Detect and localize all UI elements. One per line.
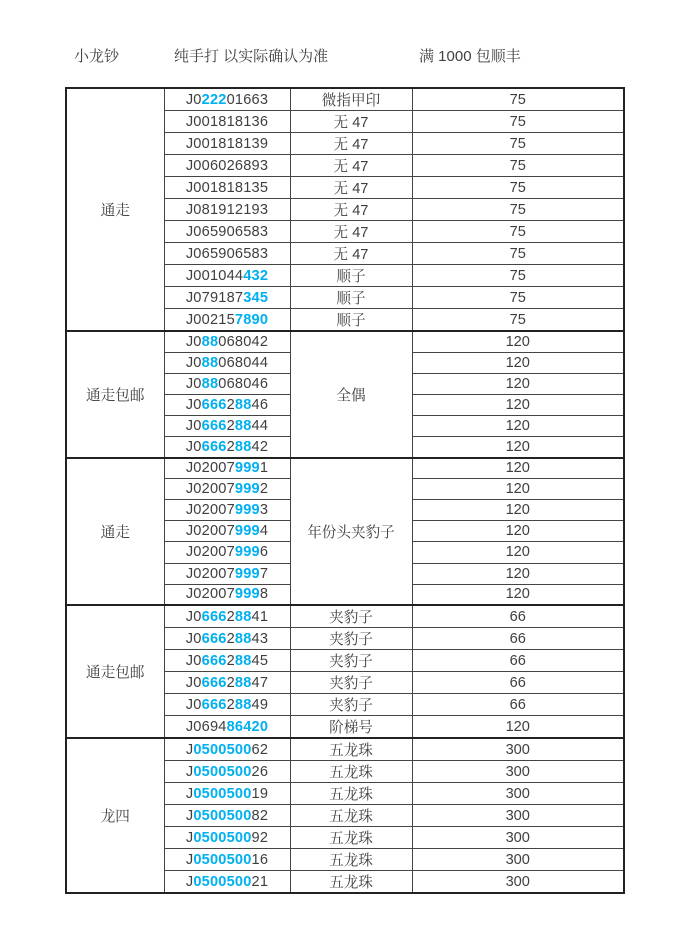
- type-cell: 微指甲印: [290, 88, 412, 111]
- highlighted-digits: 88: [234, 674, 252, 691]
- type-cell: 无 47: [290, 177, 412, 199]
- highlighted-digits: 88: [234, 652, 252, 669]
- plain-digits: 6: [259, 544, 269, 561]
- price-cell: 300: [412, 849, 624, 871]
- price-cell: 66: [412, 650, 624, 672]
- sheet-title: 小龙钞: [74, 48, 120, 65]
- plain-digits: 92: [251, 829, 269, 846]
- type-cell: 夹豹子: [290, 628, 412, 650]
- price-cell: 120: [412, 352, 624, 373]
- serial-cell: [164, 738, 290, 761]
- highlighted-digits: 88: [234, 396, 252, 413]
- price-cell: 300: [412, 805, 624, 827]
- plain-digits: 2: [226, 417, 235, 434]
- plain-digits: J0: [185, 438, 202, 455]
- highlighted-digits: 999: [234, 544, 260, 561]
- highlighted-digits: 88: [201, 375, 219, 392]
- serial-cell: [164, 871, 290, 894]
- table-row: [66, 738, 624, 761]
- plain-digits: 2: [226, 674, 235, 691]
- plain-digits: J0: [185, 417, 202, 434]
- highlighted-digits: 0500500: [193, 873, 252, 890]
- plain-digits: 45: [251, 652, 269, 669]
- price-table: [65, 87, 625, 894]
- type-cell: 顺子: [290, 265, 412, 287]
- plain-digits: J001818139: [185, 135, 269, 152]
- plain-digits: 01663: [226, 91, 269, 108]
- serial-cell: [164, 650, 290, 672]
- price-cell: 120: [412, 521, 624, 542]
- plain-digits: J079187: [185, 289, 244, 306]
- highlighted-digits: 0500500: [193, 851, 252, 868]
- serial-cell: [164, 694, 290, 716]
- serial-cell: [164, 479, 290, 500]
- type-cell: 顺子: [290, 287, 412, 309]
- price-cell: 300: [412, 761, 624, 783]
- highlighted-digits: 666: [201, 608, 227, 625]
- highlighted-digits: 222: [201, 91, 227, 108]
- price-cell: 300: [412, 871, 624, 894]
- plain-digits: 2: [226, 652, 235, 669]
- plain-digits: 068046: [218, 375, 269, 392]
- highlighted-digits: 999: [234, 502, 260, 519]
- type-cell: 无 47: [290, 243, 412, 265]
- plain-digits: 2: [226, 696, 235, 713]
- plain-digits: J0694: [185, 718, 227, 735]
- serial-cell: [164, 605, 290, 628]
- price-cell: 120: [412, 542, 624, 563]
- highlighted-digits: 666: [201, 396, 227, 413]
- plain-digits: 47: [251, 674, 269, 691]
- table-row: [66, 88, 624, 111]
- type-cell: 夹豹子: [290, 672, 412, 694]
- plain-digits: J: [185, 851, 194, 868]
- plain-digits: J02007: [185, 586, 235, 603]
- plain-digits: J065906583: [185, 223, 269, 240]
- price-cell: 66: [412, 694, 624, 716]
- type-cell: 顺子: [290, 309, 412, 332]
- plain-digits: 2: [226, 438, 235, 455]
- table-row: [66, 605, 624, 628]
- price-cell: 75: [412, 177, 624, 199]
- serial-cell: [164, 672, 290, 694]
- highlighted-digits: 666: [201, 630, 227, 647]
- plain-digits: 068044: [218, 354, 269, 371]
- plain-digits: 21: [251, 873, 269, 890]
- table-body: [66, 88, 624, 893]
- highlighted-digits: 345: [243, 289, 269, 306]
- plain-digits: 41: [251, 608, 269, 625]
- price-cell: 75: [412, 309, 624, 332]
- type-cell: 夹豹子: [290, 605, 412, 628]
- plain-digits: J0: [185, 652, 202, 669]
- serial-cell: [164, 458, 290, 479]
- type-cell: 无 47: [290, 221, 412, 243]
- type-cell: 五龙珠: [290, 805, 412, 827]
- price-cell: 66: [412, 605, 624, 628]
- serial-cell: [164, 542, 290, 563]
- plain-digits: J: [185, 785, 194, 802]
- price-cell: 75: [412, 88, 624, 111]
- shipping-note: 满 1000 包顺丰: [419, 48, 521, 65]
- serial-cell: [164, 716, 290, 739]
- plain-digits: J02007: [185, 544, 235, 561]
- serial-cell: [164, 352, 290, 373]
- price-cell: 120: [412, 500, 624, 521]
- plain-digits: J02007: [185, 565, 235, 582]
- serial-cell: [164, 309, 290, 332]
- highlighted-digits: 88: [234, 417, 252, 434]
- price-cell: 120: [412, 584, 624, 605]
- plain-digits: J: [185, 873, 194, 890]
- plain-digits: J081912193: [185, 201, 269, 218]
- serial-cell: [164, 436, 290, 457]
- type-cell: 五龙珠: [290, 738, 412, 761]
- price-cell: 120: [412, 436, 624, 457]
- plain-digits: J02007: [185, 460, 235, 477]
- plain-digits: 43: [251, 630, 269, 647]
- highlighted-digits: 432: [243, 267, 269, 284]
- serial-cell: [164, 783, 290, 805]
- plain-digits: J0: [185, 354, 202, 371]
- serial-cell: [164, 177, 290, 199]
- group-label-cell: 龙四: [66, 738, 164, 893]
- highlighted-digits: 999: [234, 481, 260, 498]
- serial-cell: [164, 331, 290, 352]
- plain-digits: 42: [251, 438, 269, 455]
- plain-digits: J0: [185, 608, 202, 625]
- highlighted-digits: 666: [201, 417, 227, 434]
- highlighted-digits: 999: [234, 586, 260, 603]
- plain-digits: 3: [259, 502, 269, 519]
- plain-digits: 26: [251, 763, 269, 780]
- group-label-cell: 通走: [66, 458, 164, 606]
- serial-cell: [164, 521, 290, 542]
- highlighted-digits: 88: [201, 354, 219, 371]
- plain-digits: J001818136: [185, 113, 269, 130]
- serial-cell: [164, 563, 290, 584]
- price-cell: 75: [412, 111, 624, 133]
- sheet-note: 纯手打 以实际确认为准: [174, 48, 329, 65]
- type-cell: 无 47: [290, 133, 412, 155]
- plain-digits: 2: [226, 396, 235, 413]
- plain-digits: 44: [251, 417, 269, 434]
- price-cell: 75: [412, 133, 624, 155]
- serial-cell: [164, 584, 290, 605]
- group-label-cell: 通走包邮: [66, 605, 164, 738]
- plain-digits: J: [185, 741, 194, 758]
- highlighted-digits: 666: [201, 438, 227, 455]
- price-cell: 120: [412, 394, 624, 415]
- serial-cell: [164, 88, 290, 111]
- group-label-cell: 通走包邮: [66, 331, 164, 458]
- serial-cell: [164, 243, 290, 265]
- highlighted-digits: 666: [201, 674, 227, 691]
- plain-digits: 16: [251, 851, 269, 868]
- plain-digits: J: [185, 763, 194, 780]
- type-cell-merged: 年份头夹豹子: [290, 458, 412, 606]
- plain-digits: J02007: [185, 523, 235, 540]
- plain-digits: 068042: [218, 333, 269, 350]
- highlighted-digits: 0500500: [193, 829, 252, 846]
- plain-digits: J0: [185, 696, 202, 713]
- serial-cell: [164, 373, 290, 394]
- plain-digits: 7: [259, 565, 269, 582]
- plain-digits: 62: [251, 741, 269, 758]
- serial-cell: [164, 827, 290, 849]
- plain-digits: J0: [185, 91, 202, 108]
- highlighted-digits: 88: [201, 333, 219, 350]
- plain-digits: J0: [185, 674, 202, 691]
- price-cell: 75: [412, 199, 624, 221]
- price-cell: 66: [412, 672, 624, 694]
- type-cell: 无 47: [290, 199, 412, 221]
- serial-cell: [164, 265, 290, 287]
- price-cell: 300: [412, 783, 624, 805]
- highlighted-digits: 0500500: [193, 763, 252, 780]
- type-cell: 五龙珠: [290, 761, 412, 783]
- plain-digits: J065906583: [185, 245, 269, 262]
- highlighted-digits: 999: [234, 460, 260, 477]
- type-cell: 五龙珠: [290, 783, 412, 805]
- serial-cell: [164, 628, 290, 650]
- plain-digits: 8: [259, 586, 269, 603]
- serial-cell: [164, 287, 290, 309]
- price-cell: 120: [412, 458, 624, 479]
- price-cell: 120: [412, 563, 624, 584]
- serial-cell: [164, 761, 290, 783]
- plain-digits: J02007: [185, 481, 235, 498]
- price-cell: 75: [412, 243, 624, 265]
- type-cell: 五龙珠: [290, 827, 412, 849]
- type-cell: 无 47: [290, 111, 412, 133]
- highlighted-digits: 88: [234, 608, 252, 625]
- price-cell: 120: [412, 415, 624, 436]
- serial-cell: [164, 199, 290, 221]
- type-cell: 无 47: [290, 155, 412, 177]
- price-cell: 120: [412, 716, 624, 739]
- plain-digits: 46: [251, 396, 269, 413]
- price-cell: 120: [412, 331, 624, 352]
- highlighted-digits: 0500500: [193, 785, 252, 802]
- highlighted-digits: 666: [201, 652, 227, 669]
- group-label-cell: 通走: [66, 88, 164, 331]
- plain-digits: J0: [185, 333, 202, 350]
- highlighted-digits: 7890: [234, 311, 269, 328]
- plain-digits: 82: [251, 807, 269, 824]
- serial-cell: [164, 155, 290, 177]
- table-row: [66, 331, 624, 352]
- plain-digits: J0: [185, 375, 202, 392]
- highlighted-digits: 88: [234, 438, 252, 455]
- type-cell-merged: 全偶: [290, 331, 412, 458]
- highlighted-digits: 0500500: [193, 741, 252, 758]
- serial-cell: [164, 805, 290, 827]
- type-cell: 阶梯号: [290, 716, 412, 739]
- plain-digits: J: [185, 807, 194, 824]
- price-cell: 75: [412, 221, 624, 243]
- price-cell: 75: [412, 287, 624, 309]
- type-cell: 夹豹子: [290, 650, 412, 672]
- plain-digits: 2: [226, 630, 235, 647]
- table-row: [66, 458, 624, 479]
- plain-digits: J0: [185, 630, 202, 647]
- type-cell: 夹豹子: [290, 694, 412, 716]
- price-cell: 300: [412, 827, 624, 849]
- price-cell: 120: [412, 479, 624, 500]
- plain-digits: J006026893: [185, 157, 269, 174]
- plain-digits: J00215: [185, 311, 235, 328]
- plain-digits: J001818135: [185, 179, 269, 196]
- serial-cell: [164, 133, 290, 155]
- highlighted-digits: 88: [234, 696, 252, 713]
- highlighted-digits: 999: [234, 565, 260, 582]
- serial-cell: [164, 849, 290, 871]
- plain-digits: J02007: [185, 502, 235, 519]
- type-cell: 五龙珠: [290, 849, 412, 871]
- price-cell: 66: [412, 628, 624, 650]
- price-cell: 75: [412, 265, 624, 287]
- serial-cell: [164, 415, 290, 436]
- plain-digits: 19: [251, 785, 269, 802]
- plain-digits: J0: [185, 396, 202, 413]
- serial-cell: [164, 394, 290, 415]
- price-cell: 300: [412, 738, 624, 761]
- plain-digits: J: [185, 829, 194, 846]
- highlighted-digits: 666: [201, 696, 227, 713]
- serial-cell: [164, 500, 290, 521]
- plain-digits: 2: [259, 481, 269, 498]
- price-cell: 75: [412, 155, 624, 177]
- highlighted-digits: 88: [234, 630, 252, 647]
- highlighted-digits: 86420: [226, 718, 269, 735]
- highlighted-digits: 0500500: [193, 807, 252, 824]
- highlighted-digits: 999: [234, 523, 260, 540]
- plain-digits: 4: [259, 523, 269, 540]
- plain-digits: 1: [259, 460, 269, 477]
- type-cell: 五龙珠: [290, 871, 412, 894]
- price-cell: 120: [412, 373, 624, 394]
- plain-digits: J001044: [185, 267, 244, 284]
- serial-cell: [164, 221, 290, 243]
- serial-cell: [164, 111, 290, 133]
- plain-digits: 2: [226, 608, 235, 625]
- plain-digits: 49: [251, 696, 269, 713]
